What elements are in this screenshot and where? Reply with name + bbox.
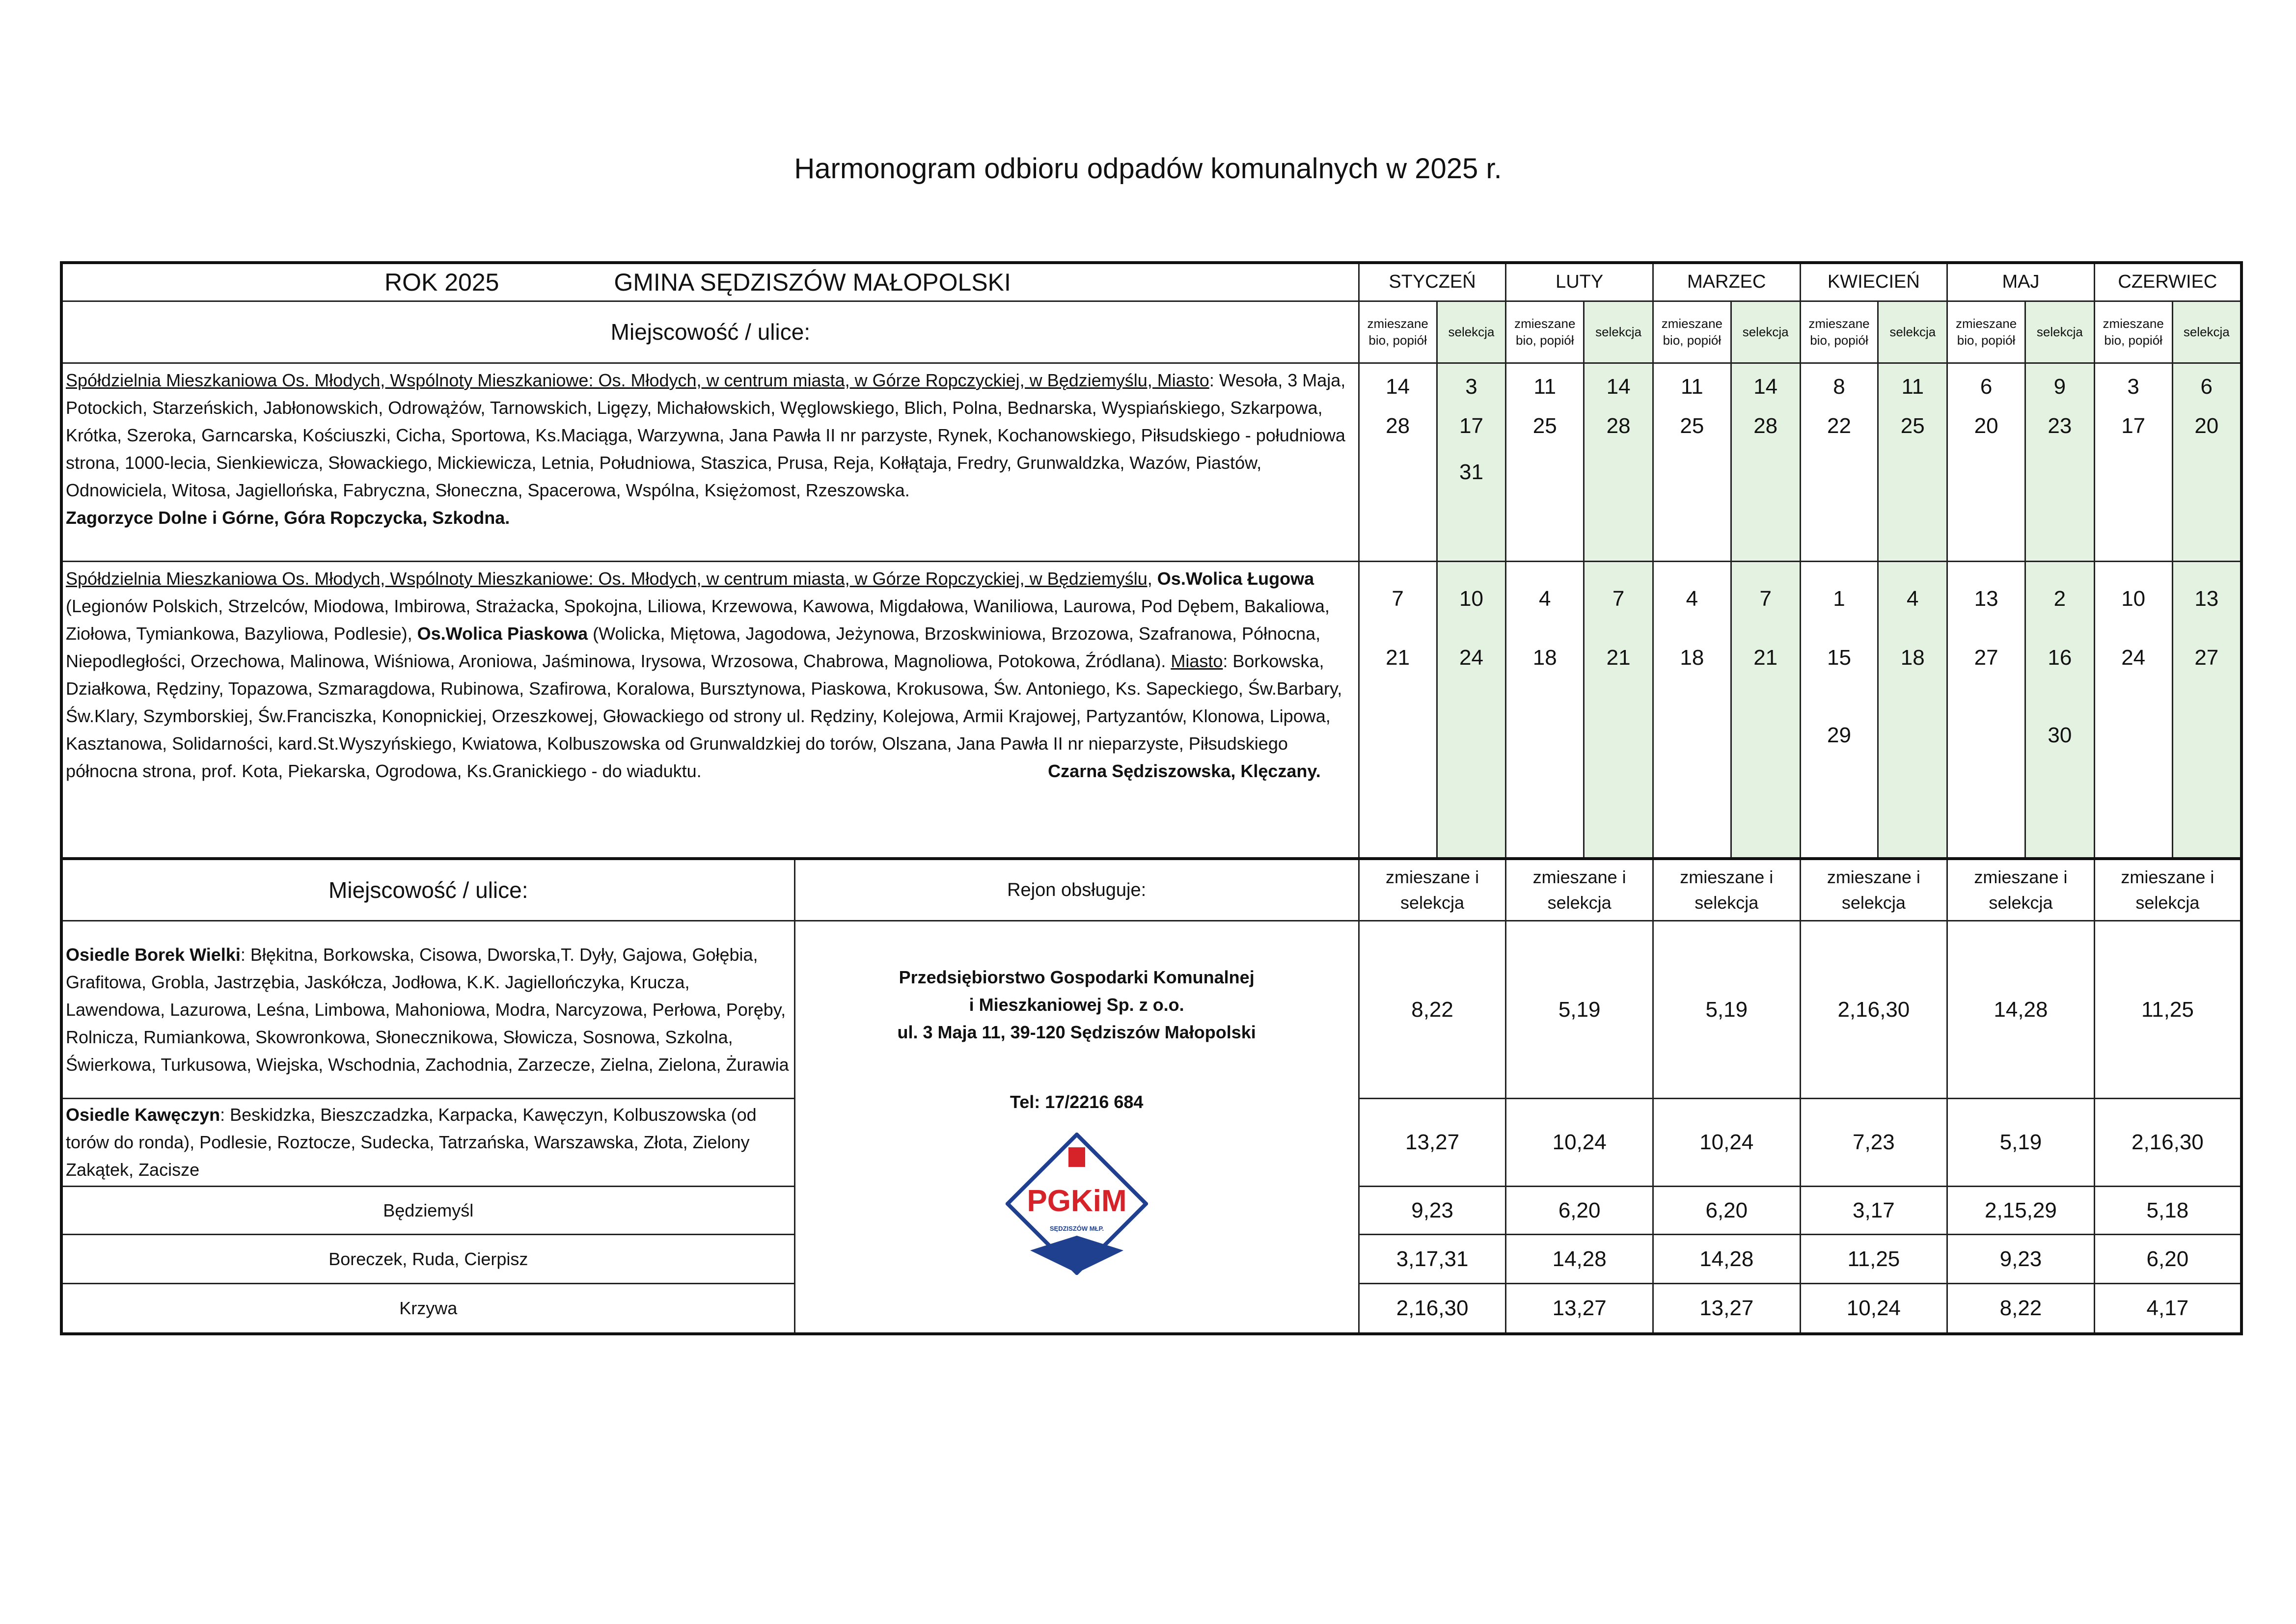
schedule-value: 6,20	[1653, 1187, 1800, 1235]
pgkim-logo	[1006, 1133, 1148, 1275]
schedule-value: 7,23	[1800, 1099, 1947, 1187]
dates-cell	[1584, 363, 1653, 561]
schedule-value: 2,16,30	[2094, 1099, 2241, 1187]
date: 17	[2121, 413, 2146, 438]
area-underlined: Spółdzielnia Mieszkaniowa Os. Młodych, Wspólnoty Mieszkaniowe: Os. Młodych, w centrum miasta, w Górze Ropczyckiej, w Będziemyślu, Miasto	[66, 370, 1209, 390]
date: 20	[2194, 413, 2219, 438]
col-selection-header: selekcja	[2025, 301, 2095, 363]
col-selection-header: selekcja	[1878, 301, 1947, 363]
dates-cell	[2094, 561, 2172, 859]
date: 25	[1680, 413, 1704, 438]
date: 4	[1539, 586, 1551, 611]
dates-cell	[1506, 561, 1584, 859]
date: 7	[1612, 586, 1625, 611]
dates-cell	[1947, 363, 2025, 561]
date: 4	[1686, 586, 1698, 611]
logo-diamond-icon	[1006, 1133, 1148, 1275]
month-header: LUTY	[1506, 263, 1653, 301]
page-title: Harmonogram odbioru odpadów komunalnych w 2025 r.	[794, 153, 1502, 185]
date: 14	[1753, 374, 1778, 399]
area-bold: Os.Wolica Ługowa	[1157, 568, 1314, 589]
date: 24	[2121, 645, 2146, 670]
dates-cell	[1437, 561, 1506, 859]
date: 14	[1386, 374, 1410, 399]
col-mixed-header: zmieszane bio, popiół	[1653, 301, 1731, 363]
company-address: ul. 3 Maja 11, 39-120 Sędziszów Małopolski	[897, 1022, 1256, 1042]
schedule-value: 2,15,29	[1947, 1187, 2095, 1235]
date: 1	[1833, 586, 1845, 611]
col-selection-header: selekcja	[1437, 301, 1506, 363]
date: 18	[1900, 645, 1925, 670]
area-underlined: Miasto	[1171, 650, 1223, 671]
area-underlined: Spółdzielnia Mieszkaniowa Os. Młodych, Wspólnoty Mieszkaniowe: Os. Młodych, w centrum miasta, w Górze Ropczyckiej, w Będziemyślu,	[66, 568, 1152, 589]
col-mixed-header: zmieszane bio, popiół	[1947, 301, 2025, 363]
combined-col-header: zmieszane i selekcja	[2094, 859, 2241, 921]
places-header: Miejscowość / ulice:	[61, 301, 1359, 363]
schedule-value: 10,24	[1506, 1099, 1653, 1187]
date: 3	[1465, 374, 1477, 399]
date: 10	[1459, 586, 1483, 611]
date: 29	[1827, 723, 1851, 747]
schedule-value: 13,27	[1359, 1099, 1506, 1187]
area-streets: (Legionów Polskich, Strzelców, Miodowa, Imbirowa, Strażacka, Spokojna, Liliowa, Krzewowa, Kawowa, Migdałowa, Waniliowa, Laurowa, Pod Dębem, Bakaliowa, Ziołowa, Tymiankowa, Bazyliowa, Podlesie),	[66, 595, 1330, 644]
schedule-value: 13,27	[1653, 1284, 1800, 1334]
date: 20	[1974, 413, 1998, 438]
date: 21	[1753, 645, 1778, 670]
col-selection-header: selekcja	[2172, 301, 2241, 363]
schedule-value: 5,19	[1653, 921, 1800, 1099]
date: 28	[1386, 413, 1410, 438]
date: 25	[1900, 413, 1925, 438]
date: 14	[1606, 374, 1631, 399]
schedule-value: 6,20	[2094, 1235, 2241, 1284]
dates-cell	[1878, 363, 1947, 561]
schedule-value: 4,17	[2094, 1284, 2241, 1334]
date: 25	[1532, 413, 1557, 438]
dates-cell	[1653, 363, 1731, 561]
area-description	[61, 561, 1359, 859]
date: 27	[1974, 645, 1998, 670]
date: 17	[1459, 413, 1483, 438]
col-selection-header: selekcja	[1584, 301, 1653, 363]
col-mixed-header: zmieszane bio, popiół	[1359, 301, 1437, 363]
schedule-value: 2,16,30	[1800, 921, 1947, 1099]
schedule-value: 5,19	[1506, 921, 1653, 1099]
date: 21	[1386, 645, 1410, 670]
dates-cell	[1800, 363, 1878, 561]
dates-cell	[1437, 363, 1506, 561]
year-label: ROK 2025	[384, 268, 499, 296]
date: 11	[1533, 374, 1557, 399]
dates-cell	[1584, 561, 1653, 859]
date: 11	[1901, 374, 1924, 399]
combined-col-header: zmieszane i selekcja	[1800, 859, 1947, 921]
date: 6	[2200, 374, 2213, 399]
date: 4	[1907, 586, 1919, 611]
schedule-value: 9,23	[1947, 1235, 2095, 1284]
combined-col-header: zmieszane i selekcja	[1506, 859, 1653, 921]
dates-cell	[1731, 561, 1800, 859]
area-streets: (Wolicka, Miętowa, Jagodowa, Jeżynowa, Brzoskwiniowa, Brzozowa, Szafranowa, Północna, Niepodległości, Orzechowa, Malinowa, Wiśniowa, Aroniowa, Jaśminowa, Irysowa, Wrzosowa, Chabrowa, Magnoliowa, Potokowa, Źródlana).	[66, 623, 1321, 671]
schedule-value: 5,19	[1947, 1099, 2095, 1187]
area-bold: Os.Wolica Piaskowa	[417, 623, 588, 644]
date: 18	[1532, 645, 1557, 670]
combined-col-header: zmieszane i selekcja	[1653, 859, 1800, 921]
dates-cell	[1731, 363, 1800, 561]
schedule-value: 2,16,30	[1359, 1284, 1506, 1334]
date: 10	[2121, 586, 2146, 611]
date: 24	[1459, 645, 1483, 670]
dates-cell	[1947, 561, 2025, 859]
dates-cell	[1359, 363, 1437, 561]
col-mixed-header: zmieszane bio, popiół	[2094, 301, 2172, 363]
company-name: Przedsiębiorstwo Gospodarki Komunalnej	[899, 967, 1255, 987]
date: 28	[1606, 413, 1631, 438]
area-description	[61, 363, 1359, 561]
area-name: Boreczek, Ruda, Cierpisz	[61, 1235, 794, 1284]
col-selection-header: selekcja	[1731, 301, 1800, 363]
dates-cell	[1800, 561, 1878, 859]
schedule-value: 11,25	[2094, 921, 2241, 1099]
area-streets: : Borkowska, Działkowa, Rędziny, Topazowa, Szmaragdowa, Rubinowa, Szafirowa, Koralowa, Bursztynowa, Piaskowa, Krokusowa, Św. Antoniego, Ks. Sapeckiego, Św.Barbary, Św.Klary, Szymborskiej, Św.Franciszka, Konopnickiej, Orzeszkowej, Głowackiego od strony ul. Rędziny, Kolejowa, Armii Krajowej, Partyzantów, Klonowa, Lipowa, Kasztanowa, Solidarności, kard.St.Wyszyńskiego, Kwiatowa, Kolbuszowska od Grunwaldzkiej do torów, Olszana, Jana Pawła II nr nieparzyste, Piłsudskiego północna strona, prof. Kota, Piekarska, Ogrodowa, Ks.Granickiego - do wiaduktu.	[66, 650, 1342, 781]
company-name-2: i Mieszkaniowej Sp. z o.o.	[969, 995, 1184, 1015]
combined-col-header: zmieszane i selekcja	[1947, 859, 2095, 921]
area-villages: Czarna Sędziszowska, Klęczany.	[1048, 760, 1321, 781]
date: 27	[2194, 645, 2219, 670]
date: 13	[1974, 586, 1998, 611]
col-mixed-header: zmieszane bio, popiół	[1506, 301, 1584, 363]
date: 31	[1459, 460, 1483, 484]
area-streets: : Wesoła, 3 Maja, Potockich, Starzeńskich, Jabłonowskich, Odrowążów, Tarnowskich, Ligęzy, Michałowskich, Węglowskiego, Blich, Polna, Bednarska, Wyspiańskiego, Szkarpowa, Krótka, Szeroka, Garncarska, Kościuszki, Cicha, Sportowa, Ks.Maciąga, Warzywna, Jana Pawła II nr parzyste, Rynek, Kochanowskiego, Piłsudskiego - południowa strona, 1000-lecia, Sienkiewicza, Słowackiego, Mickiewicza, Letnia, Południowa, Staszica, Prusa, Reja, Kołłątaja, Fredry, Grunwaldzka, Wazów, Piastów, Odnowiciela, Witosa, Jagiellońska, Fabryczna, Słoneczna, Spacerowa, Wspólna, Księżomost, Rzeszowska.	[66, 370, 1346, 500]
dates-cell	[2025, 561, 2095, 859]
dates-cell	[2094, 363, 2172, 561]
dates-cell	[2172, 561, 2241, 859]
dates-cell	[2025, 363, 2095, 561]
month-header: CZERWIEC	[2094, 263, 2241, 301]
schedule-value: 14,28	[1947, 921, 2095, 1099]
dates-cell	[1506, 363, 1584, 561]
col-mixed-header: zmieszane bio, popiół	[1800, 301, 1878, 363]
dates-cell	[1359, 561, 1437, 859]
date: 21	[1606, 645, 1631, 670]
schedule-table	[60, 261, 2243, 1335]
schedule-value: 8,22	[1359, 921, 1506, 1099]
area-name: Będziemyśl	[61, 1187, 794, 1235]
area-description	[61, 1099, 794, 1187]
rejon-cell	[794, 921, 1359, 1334]
logo-subtext: SĘDZISZÓW MŁP.	[1049, 1225, 1104, 1232]
date: 3	[2127, 374, 2139, 399]
date: 11	[1681, 374, 1703, 399]
date: 30	[2048, 723, 2072, 747]
date: 16	[2048, 645, 2072, 670]
month-header: STYCZEŃ	[1359, 263, 1506, 301]
date: 13	[2194, 586, 2219, 611]
dates-cell	[1878, 561, 1947, 859]
schedule-value: 9,23	[1359, 1187, 1506, 1235]
area-streets: : Błękitna, Borkowska, Cisowa, Dworska,T. Dyły, Gajowa, Gołębia, Grafitowa, Grobla, Jastrzębia, Jaskółcza, Jodłowa, K.K. Jagiellończyka, Krucza, Lawendowa, Lazurowa, Leśna, Limbowa, Mahoniowa, Modra, Narcyzowa, Perłowa, Poręby, Rolnicza, Rumiankowa, Skowronkowa, Słonecznikowa, Słowicza, Sosnowa, Szkolna, Świerkowa, Turkusowa, Wiejska, Wschodnia, Zachodnia, Zarzecze, Zielna, Zielona, Żurawia	[66, 944, 789, 1075]
schedule-value: 10,24	[1800, 1284, 1947, 1334]
logo-text: PGKiM	[1027, 1184, 1127, 1218]
date: 2	[2053, 586, 2066, 611]
schedule-value: 3,17	[1800, 1187, 1947, 1235]
date: 8	[1833, 374, 1845, 399]
schedule-value: 11,25	[1800, 1235, 1947, 1284]
area-streets: : Beskidzka, Bieszczadzka, Karpacka, Kawęczyn, Kolbuszowska (od torów do ronda), Podlesie, Roztocze, Sudecka, Tatrzańska, Warszawska, Złota, Zielony Zakątek, Zacisze	[66, 1105, 757, 1180]
gmina-label: GMINA SĘDZISZÓW MAŁOPOLSKI	[614, 268, 1011, 296]
date: 9	[2053, 374, 2066, 399]
dates-cell	[2172, 363, 2241, 561]
area-bold: Osiedle Kawęczyn	[66, 1105, 220, 1125]
schedule-value: 13,27	[1506, 1284, 1653, 1334]
rejon-header: Rejon obsługuje:	[794, 859, 1359, 921]
lower-places-header: Miejscowość / ulice:	[61, 859, 794, 921]
date: 22	[1827, 413, 1851, 438]
schedule-value: 6,20	[1506, 1187, 1653, 1235]
month-header: MAJ	[1947, 263, 2095, 301]
header-year-gmina	[61, 263, 1359, 301]
company-phone: Tel: 17/2216 684	[1010, 1092, 1144, 1112]
date: 18	[1680, 645, 1704, 670]
area-bold: Osiedle Borek Wielki	[66, 944, 241, 965]
date: 6	[1980, 374, 1993, 399]
dates-cell	[1653, 561, 1731, 859]
date: 15	[1827, 645, 1851, 670]
date: 28	[1753, 413, 1778, 438]
area-villages: Zagorzyce Dolne i Górne, Góra Ropczycka, Szkodna.	[66, 507, 510, 528]
area-description	[61, 921, 794, 1099]
schedule-value: 8,22	[1947, 1284, 2095, 1334]
month-header: KWIECIEŃ	[1800, 263, 1947, 301]
month-header: MARZEC	[1653, 263, 1800, 301]
schedule-value: 3,17,31	[1359, 1235, 1506, 1284]
schedule-value: 14,28	[1506, 1235, 1653, 1284]
schedule-value: 10,24	[1653, 1099, 1800, 1187]
schedule-value: 5,18	[2094, 1187, 2241, 1235]
date: 23	[2048, 413, 2072, 438]
combined-col-header: zmieszane i selekcja	[1359, 859, 1506, 921]
area-name: Krzywa	[61, 1284, 794, 1334]
date: 7	[1759, 586, 1772, 611]
schedule-value: 14,28	[1653, 1235, 1800, 1284]
date: 7	[1392, 586, 1404, 611]
